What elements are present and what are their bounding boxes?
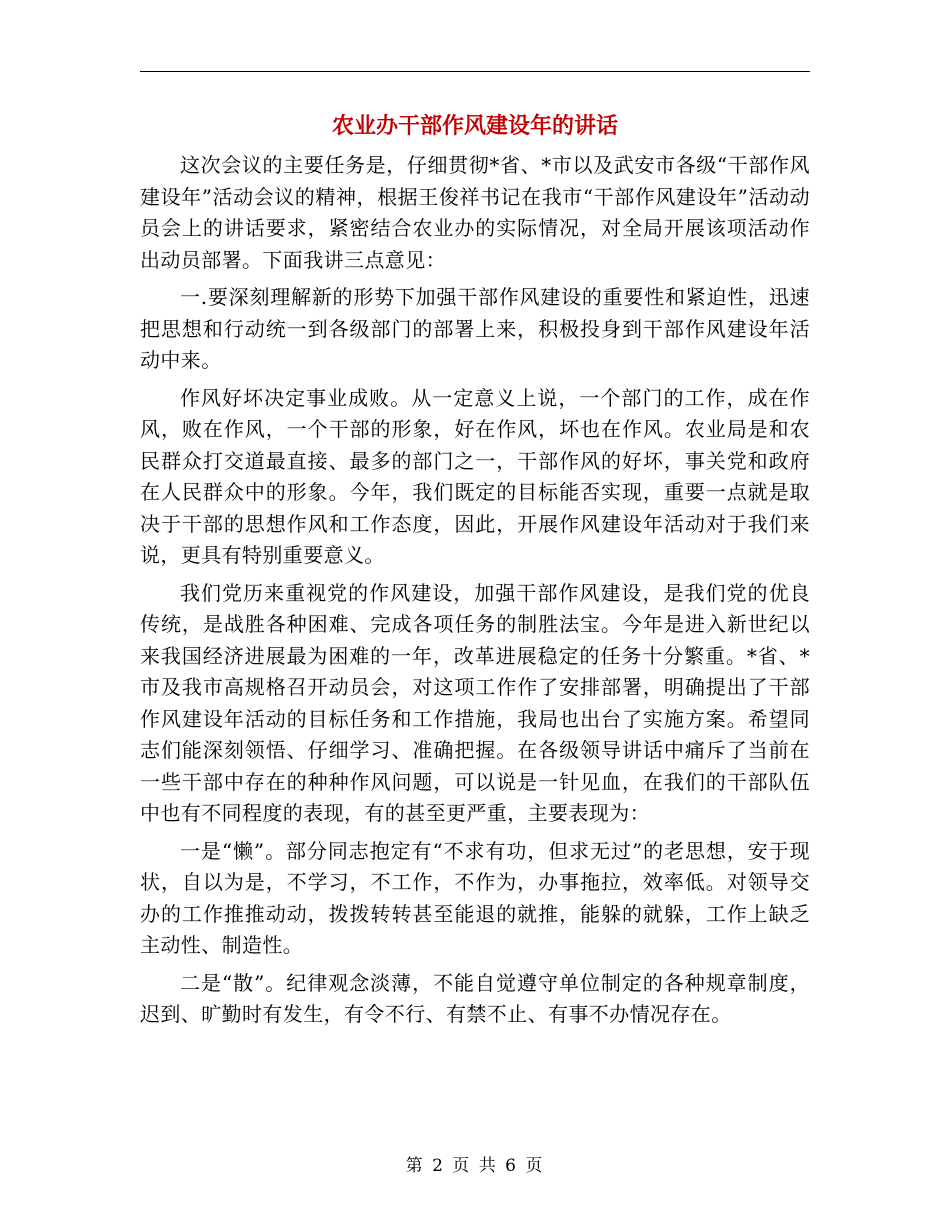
- paragraph-point-one: 一.要深刻理解新的形势下加强干部作风建设的重要性和紧迫性，迅速把思想和行动统一到各级部门的部署上来，积极投身到干部作风建设年活动中来。: [140, 285, 810, 372]
- paragraph-problem-loose: 二是“散”。纪律观念淡薄，不能自觉遵守单位制定的各种规章制度，迟到、旷勤时有发生，有令不行、有禁不止、有事不办情况存在。: [140, 970, 810, 1026]
- document-title: 农业办干部作风建设年的讲话: [331, 113, 618, 139]
- page-number: 第 2 页 共 6 页: [405, 1156, 545, 1176]
- paragraph-intro: 这次会议的主要任务是，仔细贯彻*省、*市以及武安市各级“干部作风建设年”活动会议的精神，根据王俊祥书记在我市“干部作风建设年”活动动员会上的讲话要求，紧密结合农业办的实际情况，对全局开展该项活动作出动员部署。下面我讲三点意见：: [140, 153, 810, 272]
- header-rule: [140, 71, 810, 72]
- paragraph-style-importance: 作风好坏决定事业成败。从一定意义上说，一个部门的工作，成在作风，败在作风，一个干部的形象，好在作风，坏也在作风。农业局是和农民群众打交道最直接、最多的部门之一，干部作风的好坏，事关党和政府在人民群众中的形象。今年，我们既定的目标能否实现，重要一点就是取决于干部的思想作风和工作态度，因此，开展作风建设年活动对于我们来说，更具有特别重要意义。: [140, 385, 810, 567]
- document-body: [140, 150, 810, 1037]
- paragraph-party-tradition: 我们党历来重视党的作风建设，加强干部作风建设，是我们党的优良传统，是战胜各种困难、完成各项任务的制胜法宝。今年是进入新世纪以来我国经济进展最为困难的一年，改革进展稳定的任务十分繁重。*省、*市及我市高规格召开动员会，对这项工作作了安排部署，明确提出了干部作风建设年活动的目标任务和工作措施，我局也出台了实施方案。希望同志们能深刻领悟、仔细学习、准确把握。在各级领导讲话中痛斥了当前在一些干部中存在的种种作风问题，可以说是一针见血，在我们的干部队伍中也有不同程度的表现，有的甚至更严重，主要表现为：: [140, 580, 810, 825]
- paragraph-problem-lazy: 一是“懒”。部分同志抱定有“不求有功，但求无过”的老思想，安于现状，自以为是，不学习，不工作，不作为，办事拖拉，效率低。对领导交办的工作推推动动，拨拨转转甚至能退的就推，能躲的就躲，工作上缺乏主动性、制造性。: [140, 838, 810, 957]
